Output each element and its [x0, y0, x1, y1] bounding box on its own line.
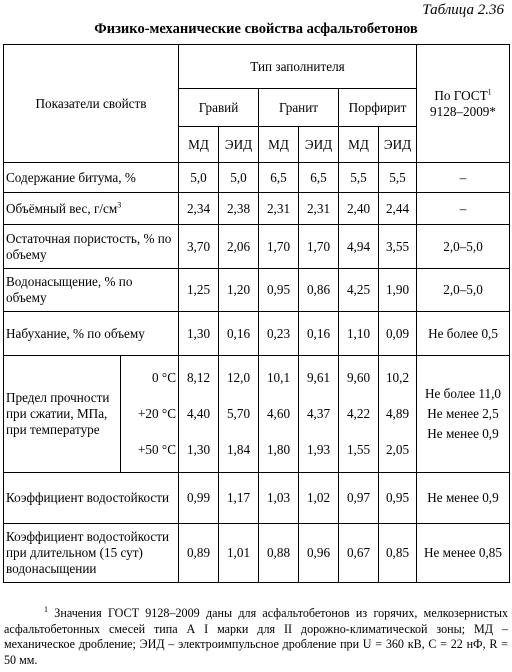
gost-value: Не менее 2,5: [427, 406, 499, 421]
table-title: Физико-механические свойства асфальтобетонов: [94, 21, 418, 37]
cell-value: 12,0: [226, 370, 251, 385]
cell-value: 3,70: [179, 225, 219, 269]
cell-value: 2,38: [219, 193, 259, 225]
cell-gost: 2,0–5,0: [417, 269, 510, 312]
header-method: МД: [259, 127, 299, 163]
cell-value: 1,30: [186, 442, 211, 457]
table-row: [4, 524, 510, 583]
row-label: Коэффициент водостойкости: [4, 473, 179, 524]
cell-value: 0,16: [219, 312, 259, 356]
cell-value: 1,02: [299, 473, 339, 524]
header-method: ЭИД: [219, 127, 259, 163]
cell-value: 1,10: [339, 312, 379, 356]
cell-value: 0,09: [379, 312, 417, 356]
row-label: Водонасыщение, % по объему: [4, 269, 179, 312]
header-method: МД: [179, 127, 219, 163]
gost-label-a: По ГОСТ: [434, 87, 488, 103]
cell-values: [339, 356, 379, 473]
cell-value: 1,55: [346, 442, 371, 457]
cell-value: 9,61: [306, 370, 331, 385]
cell-value: 1,20: [219, 269, 259, 312]
cell-value: 6,5: [299, 163, 339, 193]
cell-value: 0,95: [259, 269, 299, 312]
cell-values: [179, 356, 219, 473]
cell-value: 1,17: [219, 473, 259, 524]
cell-value: 0,95: [379, 473, 417, 524]
gost-value: Не более 11,0: [425, 386, 501, 401]
footnote-mark: 1: [44, 604, 48, 614]
cell-value: 1,93: [306, 442, 331, 457]
cell-value: 5,5: [379, 163, 417, 193]
row-label: Содержание битума, %: [4, 163, 179, 193]
cell-value: 2,05: [385, 442, 410, 457]
cell-value: 0,16: [299, 312, 339, 356]
cell-value: 1,01: [219, 524, 259, 583]
gost-label-b: 9128–2009*: [430, 103, 496, 119]
cell-value: 5,70: [226, 406, 251, 421]
cell-value: 2,31: [259, 193, 299, 225]
cell-value: 0,96: [299, 524, 339, 583]
cell-value: 0,67: [339, 524, 379, 583]
header-props: Показатели свойств: [4, 45, 179, 163]
cell-value: 2,34: [179, 193, 219, 225]
cell-values: [379, 356, 417, 473]
temp-label: +50 °С: [138, 442, 176, 457]
cell-value: 4,89: [385, 406, 410, 421]
gost-footnote-mark: 1: [487, 87, 492, 97]
row-label: [4, 193, 179, 225]
footnote-text: Значения ГОСТ 9128–2009 даны для асфальтобетонов из горячих, мелкозернистых асфальтобетонных смесей типа А I марки для II дорожно-климатической зоны; МД – механическое дробление; ЭИД – электроимпульсное дробление при U = 360 кВ, C = 22 нФ, R = 50 мм.: [4, 606, 509, 667]
row-label: Набухание, % по объему: [4, 312, 179, 356]
row-label: Коэффициент водостойкости при длительном (15 сут) водонасыщении: [4, 524, 179, 583]
cell-value: 1,80: [266, 442, 291, 457]
cell-value: 4,40: [186, 406, 211, 421]
cell-value: 1,30: [179, 312, 219, 356]
properties-table: [3, 44, 510, 583]
cell-value: 0,85: [379, 524, 417, 583]
cell-value: 4,37: [306, 406, 331, 421]
cell-gost: Не менее 0,9: [417, 473, 510, 524]
row-label: Предел прочности при сжатии, МПа, при температуре: [4, 356, 121, 473]
cell-value: 2,31: [299, 193, 339, 225]
cell-temps: [121, 356, 179, 473]
cell-value: 9,60: [346, 370, 371, 385]
cell-value: 1,25: [179, 269, 219, 312]
cell-value: 1,70: [259, 225, 299, 269]
cell-value: 0,86: [299, 269, 339, 312]
cell-value: 0,99: [179, 473, 219, 524]
cell-value: 1,03: [259, 473, 299, 524]
table-caption: Таблица 2.36: [422, 2, 504, 18]
row-label: Остаточная пористость, % по объему: [4, 225, 179, 269]
header-filler: Гранит: [259, 89, 339, 127]
cell-value: 1,84: [226, 442, 251, 457]
cell-value: 0,89: [179, 524, 219, 583]
table-row: [4, 312, 510, 356]
header-method: МД: [339, 127, 379, 163]
cell-value: 8,12: [186, 370, 211, 385]
header-method: ЭИД: [379, 127, 417, 163]
table-row: [4, 163, 510, 193]
cell-value: 1,90: [379, 269, 417, 312]
cell-value: 3,55: [379, 225, 417, 269]
cell-gost: Не менее 0,85: [417, 524, 510, 583]
cell-gost: 2,0–5,0: [417, 225, 510, 269]
header-filler-group: Тип заполнителя: [179, 45, 417, 89]
cell-value: 5,5: [339, 163, 379, 193]
cell-value: 5,0: [219, 163, 259, 193]
cell-value: 1,70: [299, 225, 339, 269]
table-row: [4, 269, 510, 312]
cell-value: 5,0: [179, 163, 219, 193]
cell-gost: –: [417, 163, 510, 193]
cell-value: 10,1: [266, 370, 291, 385]
table-row: [4, 193, 510, 225]
cell-gost: Не более 0,5: [417, 312, 510, 356]
cell-value: 0,23: [259, 312, 299, 356]
cell-value: 6,5: [259, 163, 299, 193]
table-row: [4, 225, 510, 269]
header-filler: Гравий: [179, 89, 259, 127]
header-gost: [417, 45, 510, 163]
table-row-strength: [4, 356, 510, 473]
cell-value: 4,94: [339, 225, 379, 269]
cell-value: 0,88: [259, 524, 299, 583]
cell-values: [219, 356, 259, 473]
cell-value: 2,06: [219, 225, 259, 269]
temp-label: +20 °С: [138, 406, 176, 421]
cell-gost: –: [417, 193, 510, 225]
cell-value: 4,25: [339, 269, 379, 312]
row-label-text: Объёмный вес, г/см: [6, 200, 118, 216]
cell-value: 4,22: [346, 406, 371, 421]
header-filler: Порфирит: [339, 89, 417, 127]
gost-value: Не менее 0,9: [427, 426, 499, 441]
cell-value: 2,40: [339, 193, 379, 225]
footnote: [4, 606, 508, 668]
temp-label: 0 °С: [152, 370, 176, 385]
cell-values: [259, 356, 299, 473]
table-row: [4, 473, 510, 524]
cell-value: 0,97: [339, 473, 379, 524]
cell-values: [299, 356, 339, 473]
cell-gost: [417, 356, 510, 473]
header-method: ЭИД: [299, 127, 339, 163]
cell-value: 10,2: [385, 370, 410, 385]
cell-value: 4,60: [266, 406, 291, 421]
row-label-sup: 3: [117, 200, 122, 210]
cell-value: 2,44: [379, 193, 417, 225]
